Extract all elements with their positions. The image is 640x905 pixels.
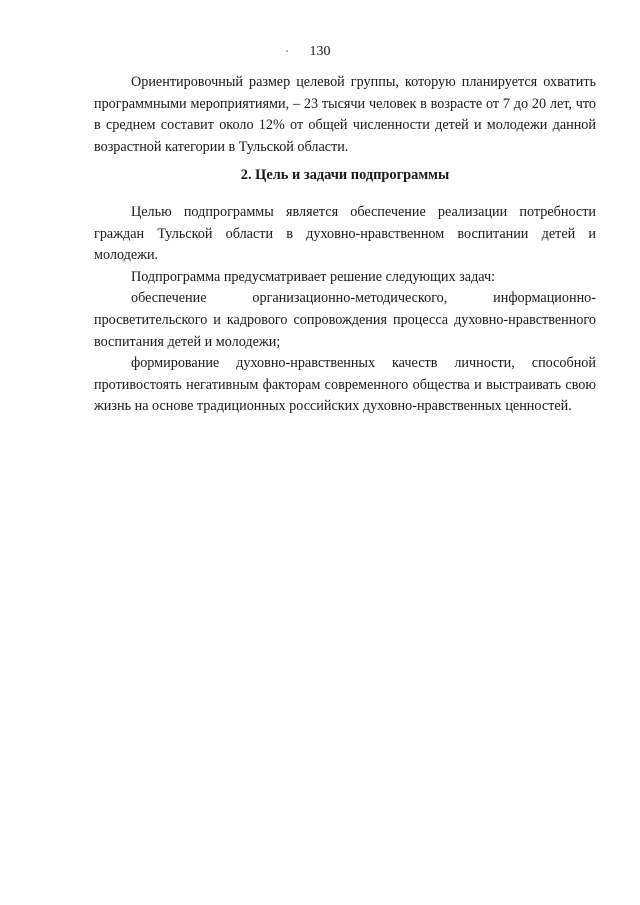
section-heading: 2. Цель и задачи подпрограммы [240, 167, 450, 183]
task-item-paragraph: формирование духовно-нравственных качеств личности, способной противостоять негативным факторам современного общества и выстраивать свою жизнь на основе традиционных российских духовно-нравственных ценностей. [94, 355, 596, 415]
goal-paragraph: Целью подпрограммы является обеспечение реализации потребности граждан Тульской области в духовно-нравственном воспитании детей и молодежи. [94, 204, 596, 264]
page-number: 130 [309, 44, 331, 59]
intro-section [94, 72, 596, 158]
task-item-paragraph: обеспечение организационно-методического, информационно-просветительского и кадрового сопровождения процесса духовно-нравственного воспитания детей и молодежи; [94, 290, 596, 350]
tasks-intro-paragraph: Подпрограмма предусматривает решение следующих задач: [131, 268, 496, 285]
intro-paragraph: Ориентировочный размер целевой группы, которую планируется охватить программными мероприятиями, – 23 тысячи человек в возрасте от 7 до 20 лет, что в среднем составит около 12% от общей численности детей и молодежи данной возрастной категории в Тульской области. [94, 74, 596, 155]
goals-section [94, 202, 596, 418]
